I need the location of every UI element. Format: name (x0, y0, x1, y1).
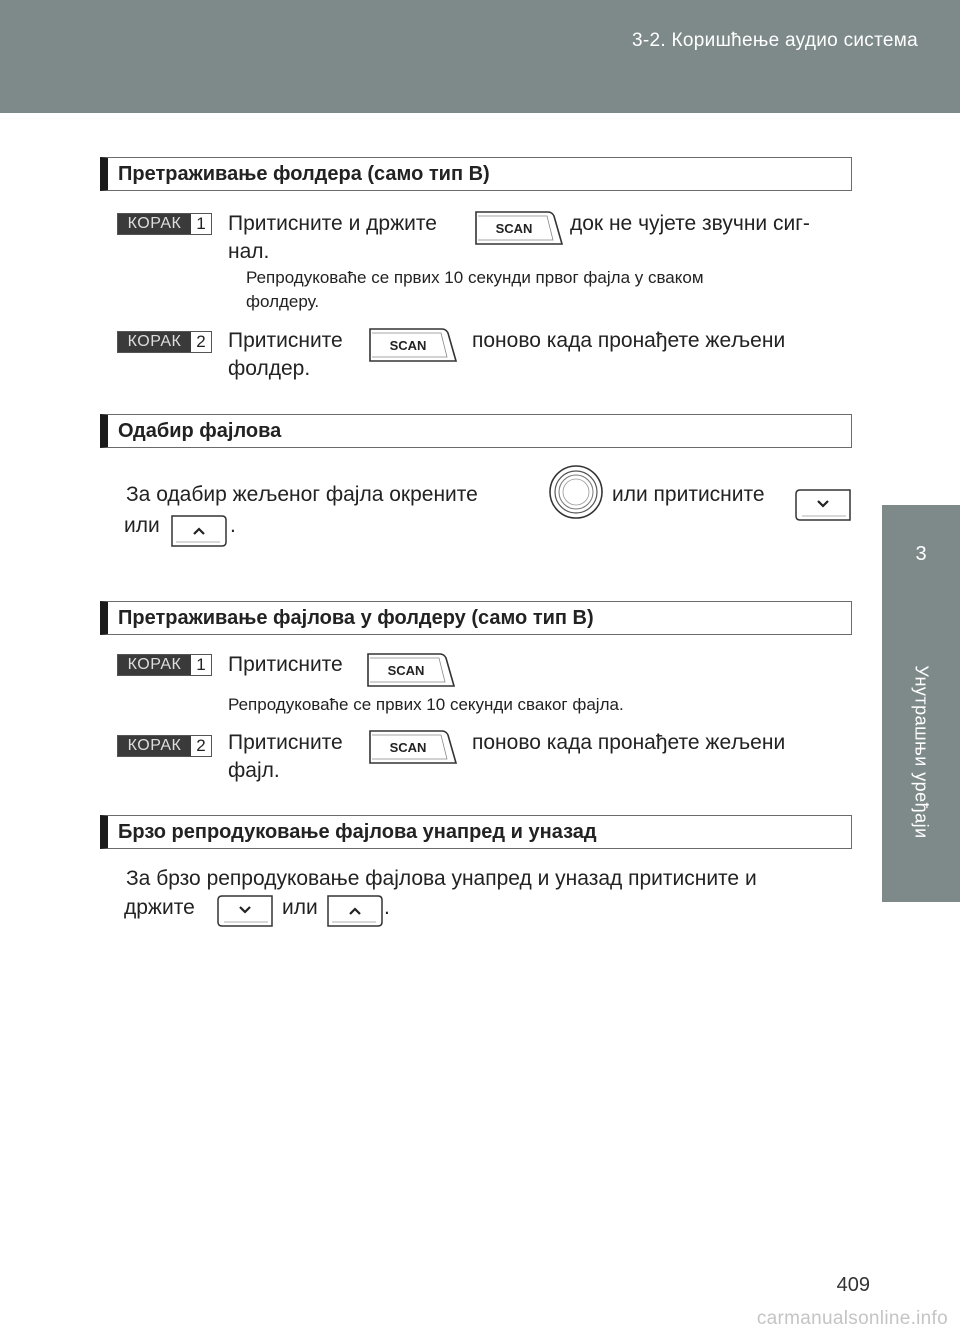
scan-button-icon (366, 650, 456, 688)
down-arrow-button-icon (216, 894, 274, 928)
section-heading-folder-search: Претраживање фолдера (само тип B) (100, 157, 852, 191)
body-text: или (282, 896, 318, 919)
step-keyword: КОРАК (118, 655, 191, 675)
header-band (0, 0, 960, 113)
body-text: или притисните (612, 483, 765, 506)
scan-label: SCAN (495, 221, 533, 236)
step-badge (117, 331, 212, 353)
step-number: 1 (191, 214, 211, 234)
step-text: поново када пронађете жељени (472, 329, 786, 352)
step-note: Репродуковаће се првих 10 секунди сваког фајла. (228, 695, 624, 714)
scan-label: SCAN (387, 663, 425, 678)
step-badge (117, 654, 212, 676)
section-heading-fast-play: Брзо репродуковање фајлова унапред и уназад (100, 815, 852, 849)
watermark: carmanualsonline.info (756, 1308, 948, 1329)
step-text: нал. (228, 240, 270, 263)
section-heading-file-search: Претраживање фајлова у фолдеру (само тип B) (100, 601, 852, 635)
scan-button-icon (368, 325, 458, 363)
chapter-title: 3-2. Коришћење аудио система (632, 30, 918, 51)
body-text: . (230, 514, 236, 537)
step-number: 1 (191, 655, 211, 675)
scan-button-icon (368, 727, 458, 765)
step-text: Притисните (228, 653, 343, 676)
down-arrow-button-icon (794, 488, 852, 522)
step-text: док не чујете звучни сиг- (570, 212, 810, 235)
body-text: За одабир жељеног фајла окрените (126, 483, 478, 506)
step-keyword: КОРАК (118, 736, 191, 756)
body-text: држите (124, 896, 195, 919)
up-arrow-button-icon (326, 894, 384, 928)
page-number: 409 (836, 1274, 870, 1296)
step-keyword: КОРАК (118, 332, 191, 352)
body-text: За брзо репродуковање фајлова унапред и уназад притисните и (126, 867, 757, 890)
scan-label: SCAN (389, 338, 427, 353)
step-keyword: КОРАК (118, 214, 191, 234)
side-tab-label-text: Унутрашњи уређаји (911, 665, 932, 839)
side-tab-label (882, 602, 960, 902)
step-text: Притисните (228, 731, 343, 754)
step-text: поново када пронађете жељени (472, 731, 786, 754)
step-number: 2 (191, 736, 211, 756)
step-text: фолдер. (228, 357, 311, 380)
body-text: или (124, 514, 160, 537)
step-badge (117, 213, 212, 235)
step-badge (117, 735, 212, 757)
body-text: . (384, 896, 390, 919)
scan-label: SCAN (389, 740, 427, 755)
step-text: фајл. (228, 759, 280, 782)
step-note: Репродуковаће се првих 10 секунди првог фајла у сваком (246, 268, 704, 287)
step-note: фолдеру. (246, 292, 320, 311)
section-heading-file-select: Одабир фајлова (100, 414, 852, 448)
scan-button-icon (474, 208, 564, 246)
step-number: 2 (191, 332, 211, 352)
step-text: Притисните (228, 329, 343, 352)
step-text: Притисните и држите (228, 212, 437, 235)
side-tab-number: 3 (882, 505, 960, 602)
up-arrow-button-icon (170, 514, 228, 548)
tune-knob-icon (548, 464, 604, 520)
